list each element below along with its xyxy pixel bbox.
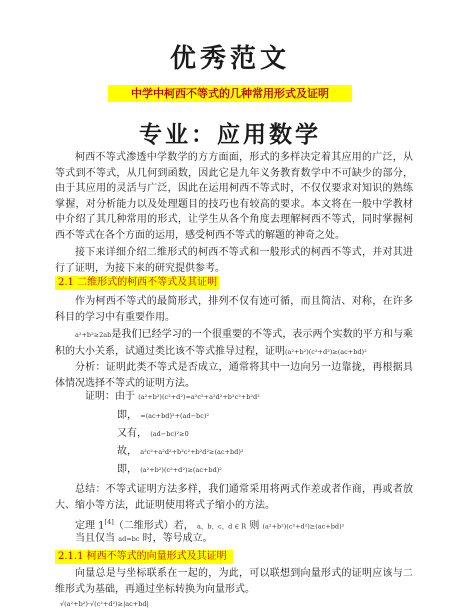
math-proof-1: (a²+b²)(c²+d²)=a²c²+a²d²+b²c²+b²d²	[138, 393, 260, 401]
equality-line	[75, 532, 213, 546]
proof-line-5	[117, 463, 222, 477]
math-proof-4: a²c²+a²d²+b²c²+b²d²≥(ac+bd)²	[140, 448, 244, 456]
document-title: 优秀范文	[169, 44, 290, 74]
theorem-expr: (a²+b²)(c²+d²)≥(ac+bd)²	[262, 522, 345, 531]
math-proof-2: =(ac+bd)²+(ad−bc)²	[140, 412, 210, 420]
equality-post: 时，等号成立。	[142, 533, 213, 544]
proof-line-3	[117, 427, 189, 441]
major-heading: 专业：应用数学	[139, 121, 321, 148]
theorem-vars: a、b、c、d ∈ R	[196, 522, 247, 531]
inequality-paragraph-text: 是我们已经学习的一个很重要的不等式，表示两个实数的平方和与乘积的大小关系，试通过类比该不等式推导过程，证明	[55, 329, 413, 357]
proof-line-1	[85, 390, 260, 404]
proof-ji-label: 即，	[117, 410, 137, 421]
theorem-then: 则	[249, 520, 260, 532]
math-last: √(a²+b²)·√(c²+d²)≥|ac+bd|	[60, 600, 149, 608]
vector-paragraph: 向量总是与坐标联系在一起的，为此，可以联想到向量形式的证明应该与二维形式为基础，再通过坐标转换为向量形式。	[55, 568, 413, 595]
theorem-ref: [4]	[104, 518, 114, 526]
analysis-paragraph: 分析：证明此类不等式是否成立，通常将其中一边向另一边靠拢，再根据具体情况选择不等式的证明方法。	[55, 362, 413, 389]
proof-line-4	[117, 445, 243, 459]
document-subtitle: 中学中柯西不等式的几种常用形式及证明	[108, 85, 352, 102]
proof-gu-label: 故，	[117, 446, 137, 457]
equality-label: 当且仅当	[75, 533, 115, 544]
proof-line-2	[117, 409, 209, 423]
last-formula-line	[60, 597, 149, 611]
theorem-label: 定理 1	[75, 520, 105, 532]
proof-ji2-label: 即，	[117, 464, 137, 475]
proof-youyou-label: 又有，	[117, 428, 147, 439]
math-ineq-1: a²+b²≥2ab	[75, 331, 112, 339]
proof-label: 证明：由于	[85, 391, 135, 402]
section-heading-2-1-1: 2.1.1 柯西不等式的向量形式及其证明	[55, 550, 233, 564]
math-ineq-2: (a²+b²)(c²+d²)≥(ac+bd)²	[285, 347, 367, 356]
inequality-paragraph	[55, 327, 413, 360]
section-2-1-paragraph: 作为柯西不等式的最简形式，排列不仅有迹可循，而且简洁、对称，在许多科目的学习中有重要作用。	[55, 296, 413, 323]
next-paragraph: 接下来详细介绍二维形式的柯西不等式和一般形式的柯西不等式，并对其进行了证明，为接下来的研究提供参考。	[55, 247, 413, 274]
intro-paragraph: 柯西不等式渗透中学数学的方方面面，形式的多样决定着其应用的广泛，从等式到不等式，从几何到函数，因此它是九年义务教育数学中不可缺少的部分，由于其应用的灵活与广泛，因此在运用柯西不等式时，不仅仅要求对知识的熟练掌握，对分析能力以及处理题目的技巧也有较高的要求。本文将在一般中学教材中介绍了其几种常用的形式，让学生从各个角度去理解柯西不等式，同时掌握柯西不等式在各个方面的运用，感受柯西不等式的解题的神奇之处。	[55, 152, 413, 241]
section-heading-2-1: 2.1 二维形式的柯西不等式及其证明	[55, 276, 219, 290]
math-proof-5: (a²+b²)(c²+d²)≥(ac+bd)²	[140, 466, 222, 474]
math-proof-3: (ad−bc)²≥0	[150, 430, 189, 438]
theorem-mid: （二维形式）若，	[113, 520, 194, 532]
theorem-line	[75, 515, 344, 533]
summary-paragraph: 总结：不等式证明方法多样，我们通常采用将两式作差或者作商，再或者放大、缩小等方法，此证明使用将式子缩小的方法。	[55, 484, 413, 511]
equality-cond: ad=bc	[118, 535, 140, 543]
